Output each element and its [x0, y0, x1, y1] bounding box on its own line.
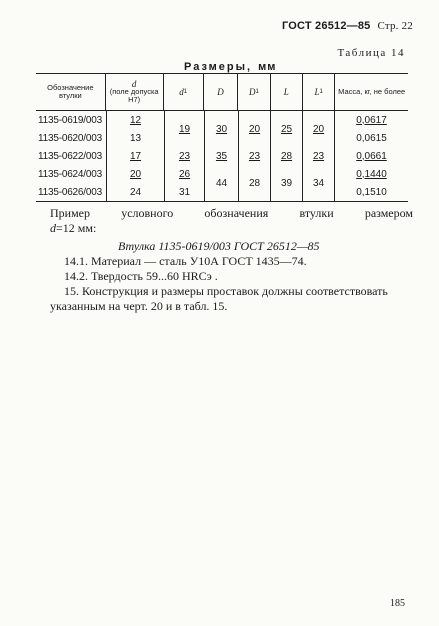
clause-14-2: 14.2. Твердость 59...60 HRCэ .	[64, 269, 218, 283]
example-paragraph-cont: d=12 мм:	[50, 221, 97, 235]
table-cell-code: 1135-0624/003	[38, 168, 102, 180]
table-cell-D1: 20	[248, 123, 261, 135]
table-cell-D1: 28	[248, 177, 261, 189]
table-cell-D: 30	[215, 123, 228, 135]
table-cell-code: 1135-0619/003	[38, 114, 102, 126]
table-cell-d: 12	[129, 114, 142, 126]
example-paragraph: Пример условного обозначения втулки размером	[50, 206, 413, 220]
table-cell-L1: 23	[312, 150, 325, 162]
header-L1: L 1	[302, 74, 334, 110]
table-cell-d1: 31	[178, 186, 191, 198]
table-cell-d: 24	[129, 186, 142, 198]
table-body	[36, 111, 408, 201]
clause-14-1: 14.1. Материал — сталь У10А ГОСТ 1435—74.	[64, 254, 307, 268]
table-cell-mass: 0,0615	[356, 132, 387, 144]
table-cell-mass: 0,1440	[356, 168, 387, 180]
table-caption: Таблица 14	[337, 47, 405, 59]
header-d1: d 1	[163, 74, 203, 110]
standard-number: ГОСТ 26512—85	[281, 20, 371, 32]
table-cell-mass: 0,1510	[356, 186, 387, 198]
table-cell-d: 20	[129, 168, 142, 180]
table-cell-code: 1135-0622/003	[38, 150, 102, 162]
table-cell-d1: 19	[178, 123, 191, 135]
table-cell-D1: 23	[248, 150, 261, 162]
table-cell-d: 17	[129, 150, 142, 162]
dimensions-caption	[184, 61, 276, 73]
clause-15-cont: указанным на черт. 20 и в табл. 15.	[50, 299, 228, 313]
table-header-row	[36, 74, 408, 111]
table-cell-code: 1135-0626/003	[38, 186, 102, 198]
table-cell-D: 44	[215, 177, 228, 189]
dimensions-unit: мм	[258, 61, 277, 73]
header-d: d (поле допуска H7)	[105, 74, 163, 110]
header-D1: D 1	[237, 74, 269, 110]
table-cell-D: 35	[215, 150, 228, 162]
table-cell-mass: 0,0661	[356, 150, 387, 162]
table-cell-L1: 34	[312, 177, 325, 189]
page-reference: Стр. 22	[377, 20, 413, 32]
table-cell-L: 39	[280, 177, 293, 189]
example-designation: Втулка 1135-0619/003 ГОСТ 26512—85	[118, 239, 320, 253]
header-mass: Масса, кг, не более	[334, 74, 408, 110]
clause-15: 15. Конструкция и размеры проставок должны соответствовать	[64, 284, 388, 298]
table-cell-L: 28	[280, 150, 293, 162]
header-code: Обозначение втулки	[47, 83, 94, 100]
table-cell-code: 1135-0620/003	[38, 132, 102, 144]
header-L: L	[270, 74, 302, 110]
page-number: 185	[390, 598, 405, 609]
table-cell-L: 25	[280, 123, 293, 135]
table-cell-d1: 26	[178, 168, 191, 180]
dimensions-label: Размеры,	[184, 61, 253, 73]
page-header	[282, 20, 413, 32]
dimensions-table	[36, 73, 408, 202]
table-cell-d1: 23	[178, 150, 191, 162]
table-cell-L1: 20	[312, 123, 325, 135]
header-D: D	[203, 74, 237, 110]
table-cell-d: 13	[129, 132, 142, 144]
table-cell-mass: 0,0617	[356, 114, 387, 126]
